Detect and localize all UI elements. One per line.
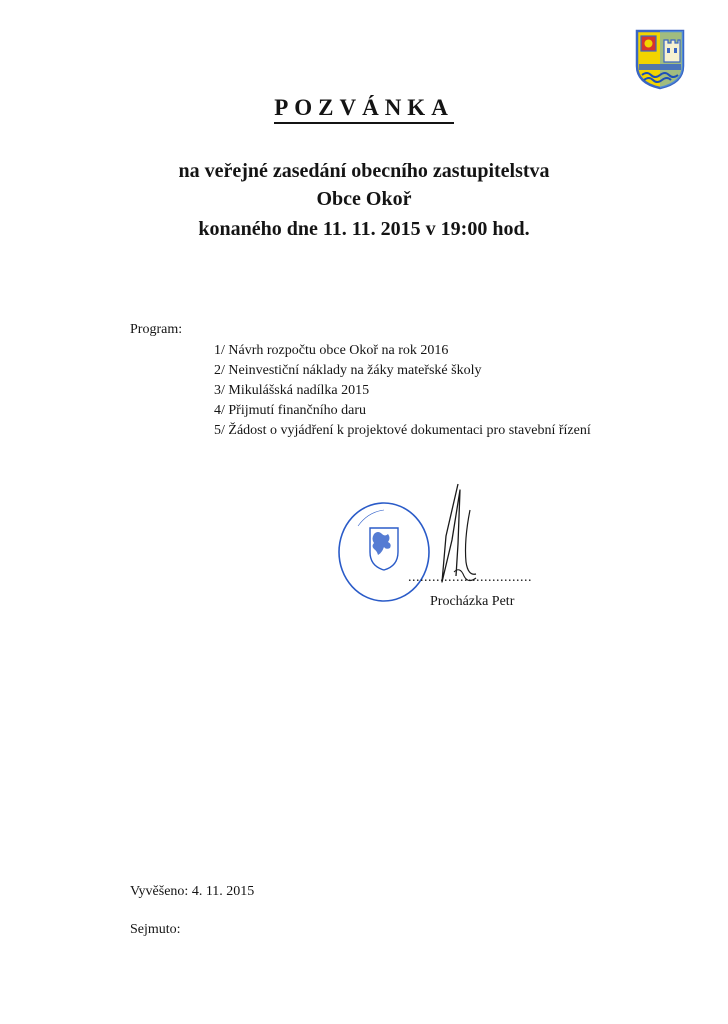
program-item: 3/ Mikulášská nadílka 2015 [214, 383, 370, 398]
program-item: 5/ Žádost o vyjádření k projektové dokumentaci pro stavební řízení [214, 423, 591, 438]
municipal-coat-of-arms-icon [634, 28, 686, 90]
program-item: 4/ Přijmutí finančního daru [214, 403, 367, 418]
posted-date: Vyvěšeno: 4. 11. 2015 [130, 884, 255, 899]
page-title: POZVÁNKA [0, 95, 728, 124]
program-label: Program: [130, 322, 183, 337]
subtitle-line-2: Obce Okoř [316, 188, 412, 210]
program-item: 1/ Návrh rozpočtu obce Okoř na rok 2016 [214, 343, 449, 358]
signer-name: Procházka Petr [430, 594, 515, 609]
subtitle-line-1: na veřejné zasedání obecního zastupitelstva [178, 160, 550, 182]
subtitle-line-3: konaného dne 11. 11. 2015 v 19:00 hod. [198, 218, 530, 240]
removed-date: Sejmuto: [130, 922, 181, 937]
program-list [214, 341, 591, 441]
official-stamp [336, 500, 432, 604]
program-item: 2/ Neinvestiční náklady na žáky mateřské školy [214, 363, 482, 378]
signature-line: ............................... [408, 570, 532, 585]
